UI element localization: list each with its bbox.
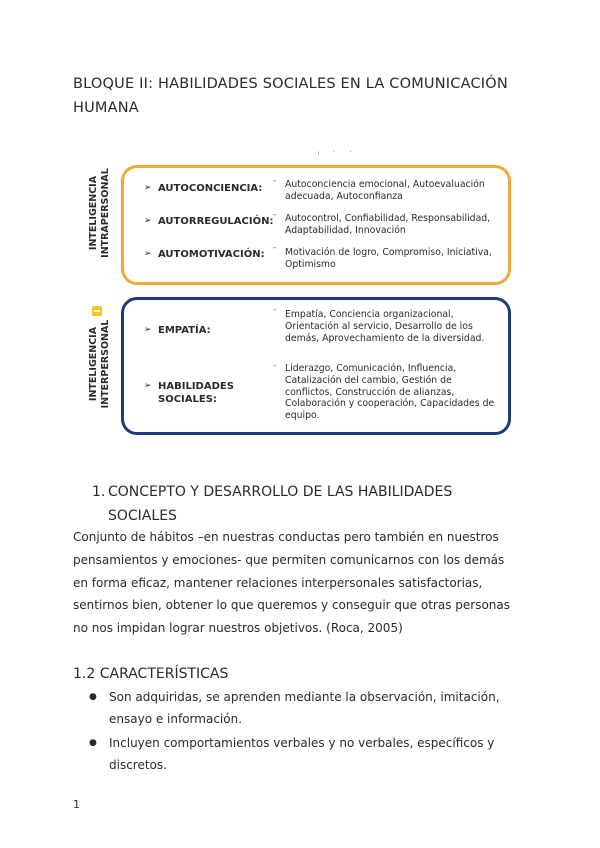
bullet-icon: ●	[89, 692, 97, 702]
category-label: EMPATÍA:	[158, 325, 211, 336]
arrow-icon: ➢	[144, 183, 152, 193]
arrow-icon: ➢	[144, 325, 152, 335]
category-label: AUTOCONCIENCIA:	[158, 183, 263, 194]
interpersonal-label-line1: INTELIGENCIA	[88, 326, 99, 402]
category-label: AUTOMOTIVACIÓN:	[158, 249, 265, 260]
category-automotivacion	[144, 248, 265, 261]
stray-glyphs: ⁱ ˙ ˙	[318, 150, 358, 159]
category-autoconciencia	[144, 182, 263, 195]
description-empatia: Empatía, Conciencia organizacional, Orientación al servicio, Desarrollo de los demás, Aprovechamiento de la diversidad.	[285, 309, 485, 344]
page-number: 1	[73, 798, 80, 811]
arrow-icon: ➢	[144, 381, 152, 391]
intrapersonal-label-line2: INTRAPERSONAL	[100, 168, 111, 258]
comment-icon	[92, 306, 102, 316]
section-heading-text: CONCEPTO Y DESARROLLO DE LAS HABILIDADES SOCIALES	[108, 484, 453, 524]
description-autorregulacion: Autocontrol, Confiabilidad, Responsabilidad, Adaptabilidad, Innovación	[285, 213, 491, 236]
page-title: BLOQUE II: HABILIDADES SOCIALES EN LA COMUNICACIÓN HUMANA	[73, 76, 508, 116]
category-label-line1: HABILIDADES	[158, 381, 234, 392]
section-number: 1.	[92, 484, 106, 500]
dash-marker: -	[273, 176, 277, 186]
section-heading	[92, 480, 512, 528]
list-item-text: Incluyen comportamientos verbales y no verbales, específicos y discretos.	[109, 736, 495, 772]
interpersonal-label	[88, 318, 112, 410]
category-label: AUTORREGULACIÓN:	[158, 216, 274, 227]
bullet-icon: ●	[89, 738, 97, 748]
dash-marker: -	[273, 305, 277, 315]
intrapersonal-label	[88, 167, 112, 259]
list-item	[73, 686, 523, 730]
characteristics-list	[73, 686, 523, 778]
category-autorregulacion	[144, 215, 274, 228]
dash-marker: -	[273, 361, 277, 371]
list-item	[73, 732, 523, 776]
subsection-heading: 1.2 CARACTERÍSTICAS	[73, 666, 229, 682]
description-automotivacion: Motivación de logro, Compromiso, Iniciativa, Optimismo	[285, 247, 492, 270]
category-label-line2: SOCIALES:	[158, 394, 217, 405]
intrapersonal-label-line1: INTELIGENCIA	[88, 175, 99, 251]
description-autoconciencia: Autoconciencia emocional, Autoevaluación adecuada, Autoconfianza	[285, 179, 485, 202]
category-empatia	[144, 324, 211, 337]
list-item-text: Son adquiridas, se aprenden mediante la observación, imitación, ensayo e información.	[109, 690, 500, 726]
dash-marker: -	[273, 243, 277, 253]
category-habilidades-sociales	[144, 380, 234, 406]
arrow-icon: ➢	[144, 249, 152, 259]
description-habilidades-sociales: Liderazgo, Comunicación, Influencia, Catalización del cambio, Gestión de conflictos, Construcción de alianzas, Colaboración y cooperación, Capacidades de equipo.	[285, 363, 495, 422]
definition-paragraph: Conjunto de hábitos –en nuestras conductas pero también en nuestros pensamientos y emociones- que permiten comunicarnos con los demás en forma eficaz, mantener relaciones interpersonales satisfactorias, sentirnos bien, obtener lo que queremos y conseguir que otras personas no nos impidan lograr nuestros objetivos. (Roca, 2005)	[73, 530, 510, 636]
dash-marker: -	[273, 210, 277, 220]
interpersonal-label-line2: INTERPERSONAL	[100, 319, 111, 409]
arrow-icon: ➢	[144, 216, 152, 226]
